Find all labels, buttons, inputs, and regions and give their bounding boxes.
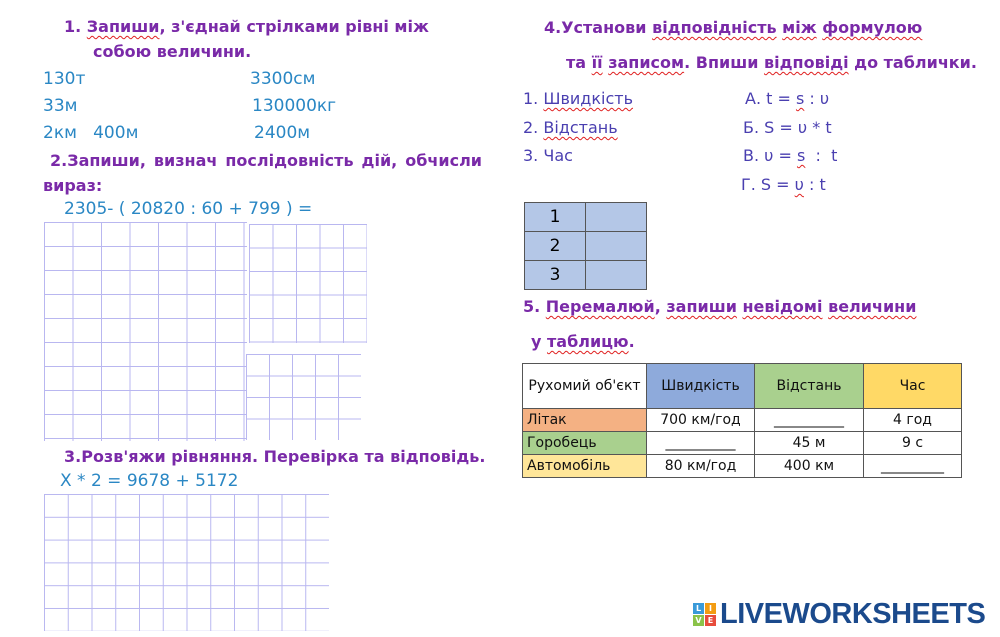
cell-blank[interactable]: __________ [647,432,755,455]
task2-grid-left[interactable] [44,222,247,441]
table-row [523,409,962,432]
row-object: Горобець [523,432,647,455]
task2-title-line2: вираз: [43,176,103,195]
cell: 700 км/год [647,409,755,432]
table-row [525,232,647,261]
task4-title-line2: та її записом. Впиши відповіді до таблички. [566,53,977,72]
task2-grid-right-bottom[interactable] [246,354,361,440]
task4-formula: В. υ = s : t [743,146,838,165]
task4-answer-table [524,202,647,290]
cell: 4 год [864,409,962,432]
task4-formula: А. t = s : υ [745,89,830,108]
answer-cell[interactable] [586,232,647,261]
task2-title: 2.Запиши, визнач послідовність дій, обчисли [50,151,482,170]
task4-item: 2. Відстань [523,118,618,137]
task3-grid[interactable] [44,494,329,631]
task4-title: 4.Установи відповідність між формулою [544,18,923,37]
row-number: 2 [525,232,586,261]
liveworksheets-logo [693,598,985,631]
task5-table [522,363,962,478]
task2-grid-right-top[interactable] [249,224,367,343]
task1-left-value: 33м [43,96,78,116]
header-distance: Відстань [755,364,864,409]
liveworksheets-logo-text: LIVEWORKSHEETS [720,598,986,630]
task1-left-value: 2км 400м [43,123,139,143]
task4-formula: Б. S = υ * t [743,118,832,137]
cell: 9 с [864,432,962,455]
task4-formula: Г. S = υ : t [741,175,826,194]
task1-left-value: 130т [43,69,86,89]
table-header-row [523,364,962,409]
task1-right-value: 130000кг [252,96,337,116]
task5-title: 5. Перемалюй, запиши невідомі величини [523,297,917,316]
liveworksheets-logo-icon: L I V E [693,603,716,626]
table-row [525,261,647,290]
cell: 45 м [755,432,864,455]
row-object: Автомобіль [523,455,647,478]
cell: 80 км/год [647,455,755,478]
row-number: 3 [525,261,586,290]
table-row [525,203,647,232]
row-object: Літак [523,409,647,432]
answer-cell[interactable] [586,261,647,290]
cell-blank[interactable]: __________ [755,409,864,432]
task1-right-value: 3300см [250,69,316,89]
answer-cell[interactable] [586,203,647,232]
header-time: Час [864,364,962,409]
table-row [523,432,962,455]
table-row [523,455,962,478]
task3-equation: X * 2 = 9678 + 5172 [60,471,239,491]
task1-right-value: 2400м [254,123,311,143]
header-speed: Швидкість [647,364,755,409]
task2-expression: 2305- ( 20820 : 60 + 799 ) = [64,199,313,219]
cell-blank[interactable]: _________ [864,455,962,478]
task3-title: 3.Розв'яжи рівняння. Перевірка та відповідь. [64,447,486,466]
row-number: 1 [525,203,586,232]
task4-item: 1. Швидкість [523,89,634,108]
task5-title-line2: у таблицю. [531,332,635,351]
header-object: Рухомий об'єкт [523,364,647,409]
task4-item: 3. Час [523,146,573,165]
task1-title: 1. Запиши, з'єднай стрілками рівні між [64,17,429,36]
cell: 400 км [755,455,864,478]
task1-title-line2: собою величини. [93,42,252,61]
